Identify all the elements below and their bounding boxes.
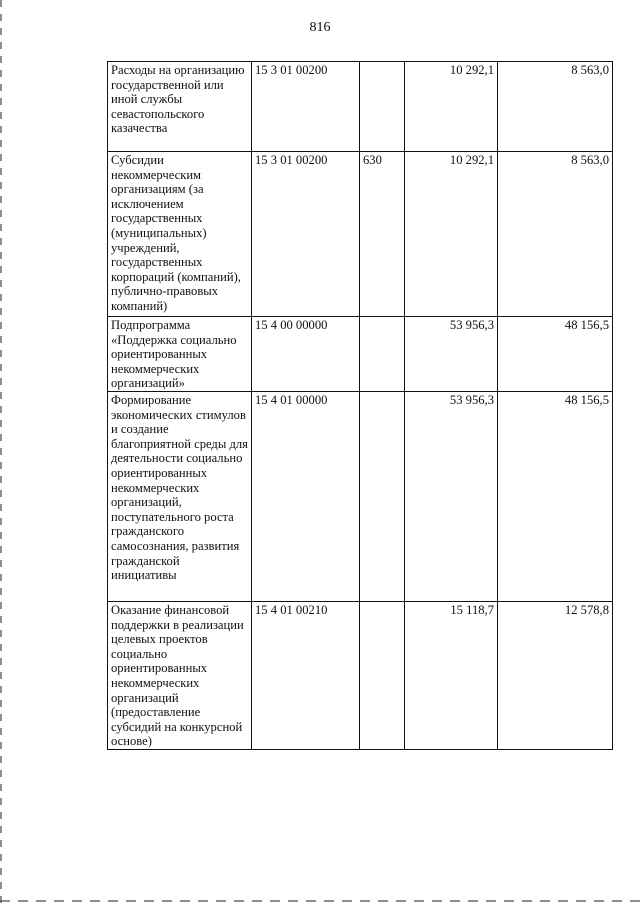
row-name: Субсидии некоммерческим организациям (за исключением государственных (муниципальных) учреждений, государственных корпораций (компаний), публично-правовых компаний): [108, 152, 252, 317]
row-amount-year2: 12 578,8: [498, 602, 613, 750]
row-name: Формирование экономических стимулов и создание благоприятной среды для деятельности социально ориентированных некоммерческих организаций, поступательного роста гражданского самосознания, развития гражданской инициативы: [108, 392, 252, 602]
row-amount-year1: 15 118,7: [405, 602, 498, 750]
row-name: Подпрограмма «Поддержка социально ориентированных некоммерческих организаций»: [108, 317, 252, 392]
row-expense-type: 630: [360, 152, 405, 317]
row-amount-year1: 53 956,3: [405, 317, 498, 392]
row-amount-year2: 48 156,5: [498, 392, 613, 602]
row-amount-year2: 48 156,5: [498, 317, 613, 392]
table-row: [108, 152, 613, 317]
row-target-article: 15 4 00 00000: [252, 317, 360, 392]
row-amount-year2: 8 563,0: [498, 152, 613, 317]
row-target-article: 15 3 01 00200: [252, 62, 360, 152]
row-target-article: 15 4 01 00000: [252, 392, 360, 602]
row-amount-year1: 10 292,1: [405, 152, 498, 317]
scan-edge-left: [0, 0, 2, 905]
table-row: [108, 602, 613, 750]
row-amount-year1: 53 956,3: [405, 392, 498, 602]
row-expense-type: [360, 62, 405, 152]
row-name: Оказание финансовой поддержки в реализации целевых проектов социально ориентированных некоммерческих организаций (предоставление субсидий на конкурсной основе): [108, 602, 252, 750]
scan-edge-bottom: [0, 900, 640, 902]
row-expense-type: [360, 392, 405, 602]
row-amount-year2: 8 563,0: [498, 62, 613, 152]
row-expense-type: [360, 317, 405, 392]
budget-table: [107, 61, 613, 750]
table-row: [108, 62, 613, 152]
table-row: [108, 317, 613, 392]
row-target-article: 15 3 01 00200: [252, 152, 360, 317]
row-expense-type: [360, 602, 405, 750]
row-amount-year1: 10 292,1: [405, 62, 498, 152]
page-number: 816: [309, 20, 331, 35]
table-row: [108, 392, 613, 602]
row-name: Расходы на организацию государственной или иной службы севастопольского казачества: [108, 62, 252, 152]
row-target-article: 15 4 01 00210: [252, 602, 360, 750]
